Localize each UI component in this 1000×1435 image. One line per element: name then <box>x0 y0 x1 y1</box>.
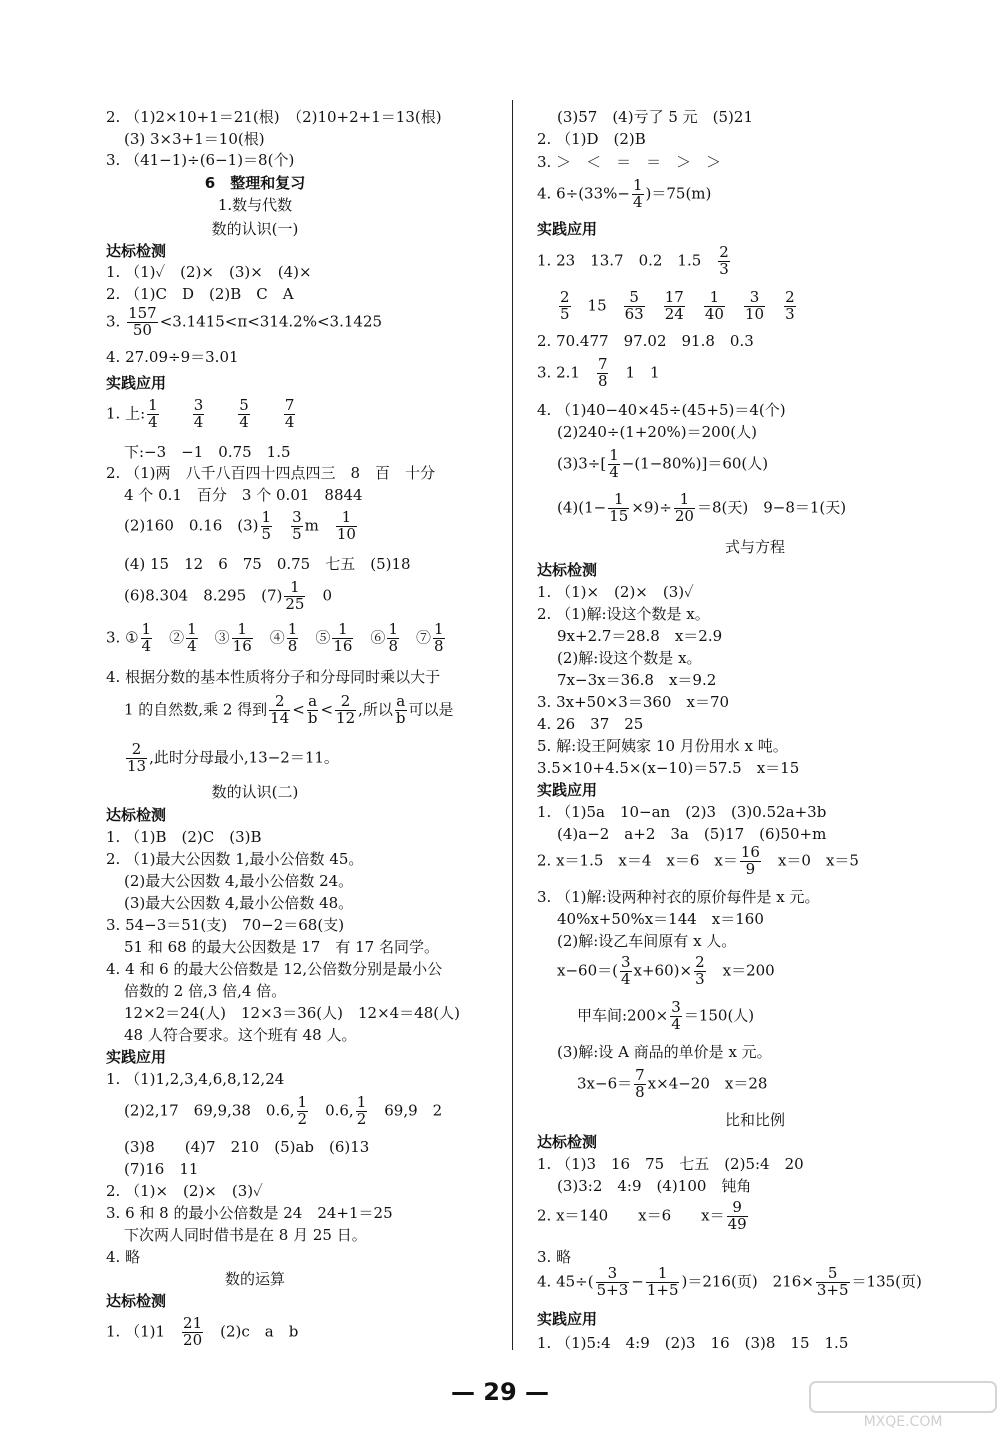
fraction <box>261 510 273 543</box>
text-line: 9x+2.7＝28.8 x＝2.9 <box>557 627 723 645</box>
text-line: 1.数与代数 <box>217 196 293 214</box>
formula-line <box>537 845 859 878</box>
formula-line <box>537 178 711 211</box>
denominator: 15 <box>609 506 629 525</box>
fraction <box>395 694 407 727</box>
fraction <box>608 492 629 525</box>
text-line: 1. （1)× (2)× (3)✓ <box>537 583 694 601</box>
text-line: (4) 15 12 6 75 0.75 七五 (5)18 <box>124 555 411 573</box>
numerator: a <box>308 692 318 710</box>
numerator: 16 <box>740 843 760 861</box>
formula-text: (2)160 0.16 (3) <box>124 516 259 535</box>
fraction <box>193 398 205 431</box>
numerator: 1 <box>646 1266 680 1283</box>
text-line: (3)3:2 4:9 (4)100 钝角 <box>557 1177 752 1195</box>
text-line: 2. （1)× (2)× (3)✓ <box>106 1182 263 1200</box>
fraction <box>646 1266 680 1299</box>
formula-text: x＝0 x＝5 <box>762 851 859 870</box>
text-line: 4. 4 和 6 的最大公倍数是 12,公倍数分别是最小公 <box>106 960 443 978</box>
denominator: 4 <box>609 462 619 481</box>
formula-text: ② <box>154 628 185 647</box>
denominator: 4 <box>632 192 643 211</box>
numerator: 1 <box>141 620 152 638</box>
formula-line <box>106 1316 298 1349</box>
text-line: 2. （1)解:设这个数是 x。 <box>537 605 710 623</box>
text-line: 2. （1)C D (2)B C A <box>106 285 294 303</box>
fraction <box>269 694 290 727</box>
formula-line <box>557 492 846 525</box>
text-line: 4 个 0.1 百分 3 个 0.01 8844 <box>124 486 363 504</box>
numerator: 1 <box>332 622 353 639</box>
denominator: 3 <box>695 969 705 988</box>
formula-text: − <box>631 1272 644 1291</box>
text-line: 数的运算 <box>224 1270 285 1288</box>
formula-text <box>274 516 289 534</box>
fraction <box>284 398 296 431</box>
formula-line <box>577 1068 767 1101</box>
denominator: 8 <box>434 636 444 655</box>
formula-text: 3. <box>106 312 126 331</box>
formula-line <box>106 398 297 431</box>
formula-line <box>124 510 359 543</box>
fraction <box>336 510 357 543</box>
text-line: 3. （41−1)÷(6−1)＝8(个) <box>106 151 295 169</box>
numerator: 7 <box>635 1066 645 1084</box>
fraction <box>624 290 645 323</box>
text-line: (7)16 11 <box>124 1160 199 1178</box>
fraction <box>596 1266 630 1299</box>
text-line: 达标检测 <box>106 1292 167 1310</box>
formula-text: (6)8.304 8.295 (7) <box>124 586 283 605</box>
text-line: (2)解:设乙车间原有 x 人。 <box>557 932 737 950</box>
fraction <box>332 622 353 655</box>
denominator: 2 <box>297 1109 308 1128</box>
numerator: 2 <box>695 953 705 971</box>
formula-text: ＝150(人) <box>683 1006 755 1025</box>
denominator: 25 <box>285 594 305 613</box>
formula-text: 4. 45÷( <box>537 1272 594 1291</box>
formula-text: ④ <box>254 628 285 647</box>
text-line: 数的认识(二) <box>211 783 299 801</box>
formula-text <box>687 296 702 314</box>
text-line: 48 人符合要求。这个班有 48 人。 <box>124 1026 357 1044</box>
formula-text: )＝75(m) <box>645 184 712 203</box>
text-line: 1. （1)5:4 4:9 (2)3 16 (3)8 15 1.5 <box>537 1334 849 1352</box>
text-line: 达标检测 <box>106 806 167 824</box>
formula-text: 甲车间:200× <box>577 1006 669 1025</box>
fraction <box>664 290 685 323</box>
denominator: 40 <box>704 304 724 323</box>
formula-text: ＝135(页) <box>851 1272 922 1291</box>
formula-text: < <box>292 700 305 719</box>
numerator: 1 <box>704 290 725 307</box>
denominator: 8 <box>287 636 298 655</box>
numerator: 21 <box>183 1314 203 1332</box>
text-line: (3)最大公因数 4,最小公倍数 48。 <box>124 894 354 912</box>
fraction <box>232 622 253 655</box>
formula-line <box>557 955 775 988</box>
text-line: 51 和 68 的最大公因数是 17 有 17 名同学。 <box>124 938 439 956</box>
denominator: 16 <box>333 636 353 655</box>
denominator: 1+5 <box>646 1280 679 1299</box>
formula-text: m <box>304 516 334 535</box>
numerator: 1 <box>187 620 197 638</box>
formula-line <box>124 742 339 775</box>
fraction <box>307 694 319 727</box>
text-line: 4. 略 <box>106 1248 141 1266</box>
numerator: 1 <box>284 580 305 597</box>
formula-text: 2. x＝140 x＝6 x＝ <box>537 1206 725 1225</box>
formula-text <box>161 404 191 422</box>
formula-line <box>106 306 382 339</box>
text-line: (2)最大公因数 4,最小公倍数 24。 <box>124 872 354 890</box>
numerator: 3 <box>193 396 204 414</box>
numerator: a <box>396 692 406 710</box>
text-line: 实践应用 <box>537 781 598 799</box>
numerator: 157 <box>128 304 157 322</box>
numerator: 1 <box>608 492 629 509</box>
denominator: 16 <box>232 636 252 655</box>
numerator: 1 <box>232 622 253 639</box>
fraction <box>816 1266 850 1299</box>
denominator: 4 <box>187 636 197 655</box>
text-line: 3. 3x+50×3＝360 x＝70 <box>537 693 730 711</box>
fraction <box>186 622 198 655</box>
text-line: (3) 3×3+1＝10(根) <box>124 130 265 148</box>
denominator: 3+5 <box>816 1280 849 1299</box>
formula-text: (3)3÷[ <box>557 454 607 473</box>
text-line: 4. 27.09÷9＝3.01 <box>106 348 239 366</box>
fraction <box>182 1316 203 1349</box>
numerator: 1 <box>609 446 619 464</box>
denominator: 14 <box>270 708 290 727</box>
formula-line <box>577 1000 754 1033</box>
page-number: — 29 — <box>450 1378 550 1406</box>
text-line: 达标检测 <box>537 561 598 579</box>
formula-text: ⑦ <box>400 628 431 647</box>
fraction <box>608 448 620 481</box>
text-line: 40%x+50%x＝144 x＝160 <box>557 910 764 928</box>
text-line: 2. （1)D (2)B <box>537 130 646 148</box>
text-line: 2. （1)2×10+1＝21(根) （2)10+2+1＝13(根) <box>106 108 442 126</box>
text-line: (3)8 (4)7 210 (5)ab (6)13 <box>124 1138 370 1156</box>
formula-text: ,所以 <box>358 700 393 719</box>
denominator: 5 <box>560 304 570 323</box>
fraction <box>284 580 305 613</box>
text-line: 达标检测 <box>106 242 167 260</box>
fraction <box>674 492 695 525</box>
column-divider <box>512 100 513 1350</box>
numerator: 5 <box>239 396 249 414</box>
text-line: 3. 54−3＝51(支) 70−2＝68(支) <box>106 916 345 934</box>
formula-line <box>537 1200 750 1233</box>
watermark-logo <box>808 1380 998 1432</box>
formula-text: 3. ① <box>106 628 139 647</box>
formula-text: ⑤ <box>300 628 331 647</box>
formula-text: 15 <box>572 296 622 315</box>
text-line: 下:−3 −1 0.75 1.5 <box>124 443 291 461</box>
numerator: 2 <box>560 288 570 306</box>
numerator: 1 <box>297 1093 308 1111</box>
fraction <box>291 510 303 543</box>
fraction <box>127 306 158 339</box>
fraction <box>433 622 445 655</box>
denominator: 4 <box>671 1014 681 1033</box>
denominator: 10 <box>744 304 765 323</box>
numerator: 1 <box>388 620 398 638</box>
numerator: 1 <box>356 1093 367 1111</box>
numerator: 3 <box>744 290 765 307</box>
text-line: 比和比例 <box>724 1111 785 1129</box>
numerator: 7 <box>284 396 295 414</box>
text-line: 3.5×10+4.5×(x−10)＝57.5 x＝15 <box>537 759 800 777</box>
fraction <box>126 742 147 775</box>
text-line: 1. （1)B (2)C (3)B <box>106 828 262 846</box>
fraction <box>727 1200 748 1233</box>
denominator: 49 <box>727 1214 747 1233</box>
text-line: 达标检测 <box>537 1133 598 1151</box>
watermark-text: MXQE.COM <box>863 1414 943 1430</box>
formula-text: 3x−6＝ <box>577 1074 633 1093</box>
denominator: 2 <box>356 1109 367 1128</box>
formula-line <box>557 448 768 481</box>
formula-text: 69,9 2 <box>369 1101 443 1120</box>
formula-text: x×4−20 x＝28 <box>647 1074 768 1093</box>
numerator: 3 <box>620 953 631 971</box>
fraction <box>694 955 706 988</box>
fraction <box>718 245 730 278</box>
fraction <box>632 178 644 211</box>
formula-text: < <box>320 700 334 719</box>
denominator: 5 <box>292 524 302 543</box>
fraction <box>634 1068 646 1101</box>
fraction <box>620 955 632 988</box>
text-line: 1. （1)✓ (2)× (3)× (4)× <box>106 263 312 281</box>
formula-line <box>537 245 732 278</box>
denominator: 4 <box>193 412 204 431</box>
denominator: 4 <box>620 969 631 988</box>
formula-text: 1. 23 13.7 0.2 1.5 <box>537 251 717 270</box>
denominator: 10 <box>336 524 356 543</box>
denominator: 8 <box>597 371 608 390</box>
formula-line <box>124 694 454 727</box>
text-line: 3. ＞ ＜ ＝ ＝ ＞ ＞ <box>537 153 722 171</box>
numerator: 5 <box>624 290 645 307</box>
numerator: 3 <box>292 508 302 526</box>
formula-line <box>106 622 447 655</box>
fraction <box>141 622 153 655</box>
text-line: 7x−3x＝36.8 x＝9.2 <box>557 671 717 689</box>
text-line: 实践应用 <box>537 1310 598 1328</box>
text-line: 下次两人同时借书是在 8 月 25 日。 <box>124 1226 367 1244</box>
text-line: (4)a−2 a+2 3a (5)17 (6)50+m <box>557 825 827 843</box>
fraction <box>147 398 159 431</box>
formula-line <box>124 1095 442 1128</box>
formula-text: (2)c a b <box>205 1322 299 1341</box>
text-line: 4. 26 37 25 <box>537 715 644 733</box>
numerator: 3 <box>596 1266 630 1283</box>
text-line: 式与方程 <box>724 538 785 556</box>
formula-text: (4)(1− <box>557 498 607 517</box>
formula-text: 1. （1)1 <box>106 1322 181 1341</box>
text-line: 2. （1)两 八千八百四十四点四三 8 百 十分 <box>106 464 436 482</box>
formula-text: 1. 上: <box>106 404 146 423</box>
text-line: 3. 略 <box>537 1248 572 1266</box>
numerator: 7 <box>597 355 608 373</box>
fraction <box>238 398 250 431</box>
text-line: 4. 根据分数的基本性质将分子和分母同时乘以大于 <box>106 668 441 686</box>
text-line: 2. 70.477 97.02 91.8 0.3 <box>537 332 754 350</box>
numerator: 3 <box>671 998 681 1016</box>
text-line: (3)57 (4)亏了 5 元 (5)21 <box>557 108 753 126</box>
numerator: 2 <box>126 742 147 759</box>
text-line: 数的认识(一) <box>211 220 299 238</box>
denominator: 5 <box>261 524 272 543</box>
denominator: 50 <box>132 320 152 339</box>
fraction <box>297 1095 309 1128</box>
denominator: 5+3 <box>596 1280 629 1299</box>
denominator: 4 <box>284 412 295 431</box>
text-line: 2. （1)最大公因数 1,最小公倍数 45。 <box>106 850 364 868</box>
formula-text: )＝216(页) 216× <box>681 1272 814 1291</box>
numerator: 1 <box>674 492 695 509</box>
fraction <box>784 290 796 323</box>
numerator: 2 <box>335 694 356 711</box>
text-line: (2)240÷(1+20%)＝200(人) <box>557 423 757 441</box>
numerator: 1 <box>632 176 643 194</box>
formula-text: 4. 6÷(33%− <box>537 184 630 203</box>
text-line: 5. 解:设王阿姨家 10 月份用水 x 吨。 <box>537 737 788 755</box>
denominator: 63 <box>624 304 644 323</box>
denominator: 4 <box>141 636 152 655</box>
fraction <box>670 1000 682 1033</box>
text-line: 1. （1)1,2,3,4,6,8,12,24 <box>106 1070 285 1088</box>
numerator: 1 <box>148 396 158 414</box>
formula-text: 1 1 <box>610 363 660 382</box>
denominator: 9 <box>745 859 756 878</box>
formula-text: ×9)÷ <box>631 498 672 517</box>
formula-text <box>767 296 782 314</box>
text-line: (3)解:设 A 商品的单价是 x 元。 <box>557 1043 772 1061</box>
numerator: 1 <box>336 510 357 527</box>
formula-line <box>537 357 660 390</box>
text-line: 倍数的 2 倍,3 倍,4 倍。 <box>124 982 287 1000</box>
numerator: 2 <box>719 243 729 261</box>
fraction <box>740 845 761 878</box>
formula-text: (2)2,17 69,9,38 0.6, <box>124 1101 295 1120</box>
denominator: 13 <box>127 756 147 775</box>
text-line: 1. （1)5a 10−an (2)3 (3)0.52a+3b <box>537 803 827 821</box>
formula-text: 2. x＝1.5 x＝4 x＝6 x＝ <box>537 851 738 870</box>
denominator: b <box>307 708 318 727</box>
formula-text: ③ <box>199 628 230 647</box>
text-line: 1. （1)3 16 75 七五 (2)5:4 20 <box>537 1155 804 1173</box>
denominator: 8 <box>635 1082 645 1101</box>
numerator: 2 <box>269 694 290 711</box>
formula-text <box>727 296 742 314</box>
text-line: 3. 6 和 8 的最小公倍数是 24 24+1＝25 <box>106 1204 393 1222</box>
text-line: 4. （1)40−40×45÷(45+5)＝4(个) <box>537 401 786 419</box>
formula-text: <3.1415<π<314.2%<3.1425 <box>159 312 383 331</box>
text-line: 实践应用 <box>537 220 598 238</box>
denominator: 20 <box>183 1330 203 1349</box>
numerator: 1 <box>261 508 272 526</box>
numerator: 2 <box>785 288 795 306</box>
denominator: 3 <box>719 259 729 278</box>
denominator: 4 <box>239 412 249 431</box>
formula-line <box>537 1266 922 1299</box>
denominator: 20 <box>674 506 694 525</box>
numerator: 17 <box>664 288 684 306</box>
numerator: 9 <box>727 1200 748 1217</box>
formula-line <box>124 580 332 613</box>
formula-text: −(1−80%)]＝60(人) <box>621 454 769 473</box>
formula-text: x−60＝( <box>557 961 618 980</box>
formula-text: 0 <box>307 586 333 605</box>
text-line: 6 整理和复习 <box>204 174 306 192</box>
denominator: 24 <box>664 304 684 323</box>
formula-text: 3. 2.1 <box>537 363 595 382</box>
fraction <box>704 290 725 323</box>
fraction <box>597 357 609 390</box>
formula-text <box>252 404 282 422</box>
text-line: (2)解:设这个数是 x。 <box>557 649 702 667</box>
formula-text <box>206 404 236 422</box>
fraction <box>335 694 356 727</box>
formula-text: 1 的自然数,乘 2 得到 <box>124 700 268 719</box>
denominator: b <box>395 708 406 727</box>
formula-line <box>557 290 798 323</box>
text-line: 3. （1)解:设两种衬衣的原价每件是 x 元。 <box>537 888 820 906</box>
formula-text: 0.6, <box>310 1101 354 1120</box>
text-line: 实践应用 <box>106 1048 167 1066</box>
formula-text: ⑥ <box>355 628 386 647</box>
fraction <box>356 1095 368 1128</box>
formula-text: ＝8(天) 9−8＝1(天) <box>696 498 847 517</box>
denominator: 3 <box>785 304 795 323</box>
text-line: 实践应用 <box>106 374 167 392</box>
denominator: 8 <box>388 636 398 655</box>
text-line: 12×2＝24(人) 12×3＝36(人) 12×4＝48(人) <box>124 1004 460 1022</box>
denominator: 4 <box>148 412 158 431</box>
numerator: 1 <box>434 620 444 638</box>
formula-text: x+60)× <box>633 961 693 980</box>
formula-text <box>647 296 662 314</box>
fraction <box>744 290 765 323</box>
formula-text: 可以是 <box>408 700 454 719</box>
formula-text: x＝200 <box>707 961 775 980</box>
numerator: 1 <box>287 620 298 638</box>
fraction <box>287 622 299 655</box>
fraction <box>559 290 571 323</box>
denominator: 12 <box>336 708 356 727</box>
formula-text: ,此时分母最小,13−2＝11。 <box>149 748 339 767</box>
fraction <box>387 622 399 655</box>
numerator: 5 <box>816 1266 850 1283</box>
